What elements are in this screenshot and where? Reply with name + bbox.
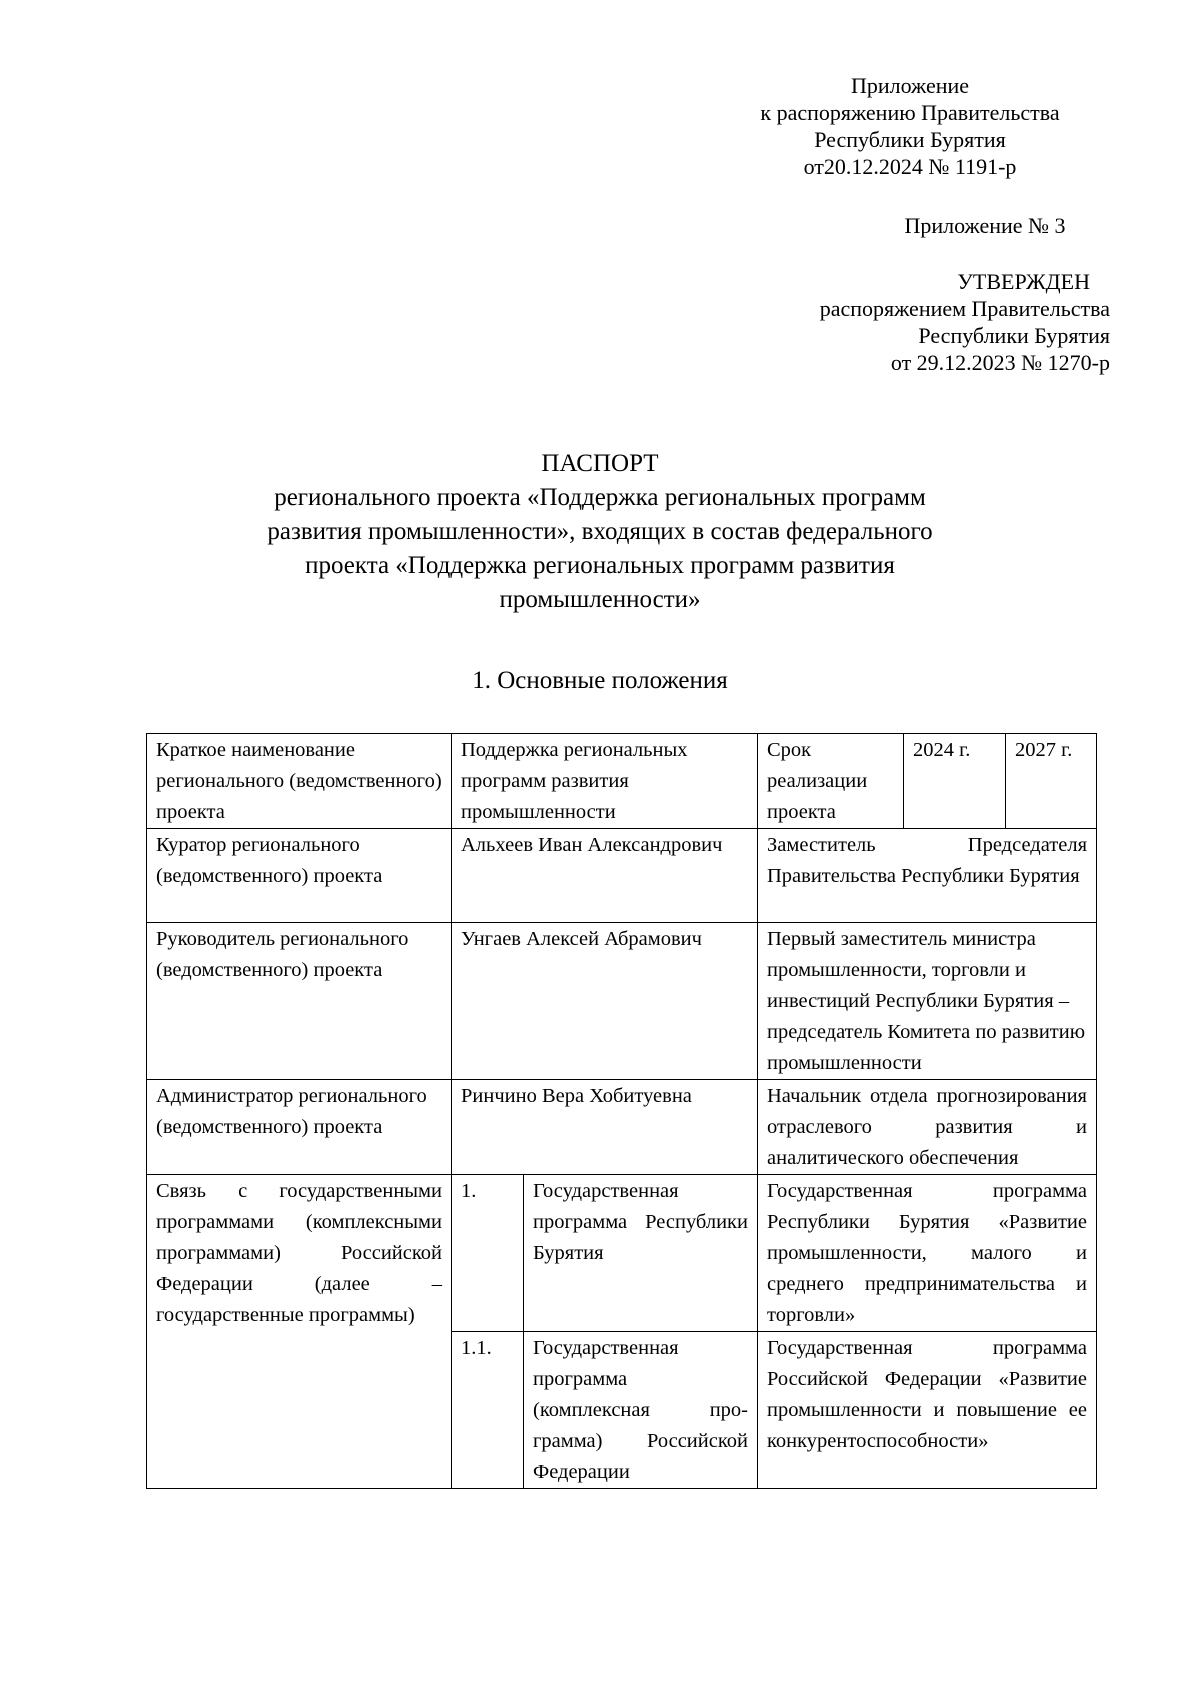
title-line: регионального проекта «Поддержка региональных программ	[274, 484, 926, 511]
appendix-number-block	[880, 212, 1090, 239]
short-name-value: Поддержка региональных программ развития промышленности	[452, 734, 758, 829]
republic-label: Республики Бурятия	[814, 127, 1006, 152]
program-name: Государственная программа Российской Федерации «Развитие промышленности и повышение ее конкурентоспособности»	[758, 1332, 1097, 1489]
term-start: 2024 г.	[904, 734, 1006, 829]
table-row	[147, 734, 1097, 829]
program-number: 1.	[452, 1175, 524, 1332]
table-row	[147, 829, 1097, 923]
table-row	[147, 1080, 1097, 1175]
head-name: Унгаев Алексей Абрамович	[452, 923, 758, 1080]
appendix-number: Приложение № 3	[904, 213, 1066, 238]
program-type: Государственная программа (комплексная программа) Российской Федерации	[524, 1332, 758, 1489]
title-heading: ПАСПОРТ	[541, 450, 659, 477]
approval-block	[740, 268, 1110, 376]
short-name-label: Краткое наименование регионального (ведомственного) проекта	[147, 734, 452, 829]
program-number: 1.1.	[452, 1332, 524, 1489]
term-end: 2027 г.	[1006, 734, 1097, 829]
approved-label: УТВЕРЖДЕН	[957, 269, 1090, 294]
title-line: развития промышленности», входящих в состав федерального	[267, 518, 933, 545]
table-row	[147, 923, 1097, 1080]
table-row	[147, 1175, 1097, 1332]
appendix-label: Приложение	[850, 73, 970, 98]
order-reference: от20.12.2024 № 1191-р	[803, 154, 1017, 179]
appendix-header	[720, 72, 1100, 180]
administrator-label: Администратор регионального (ведомственного) проекта	[147, 1080, 452, 1175]
title-line: промышленности»	[499, 586, 701, 613]
curator-position: Заместитель Председателя Правительства Республики Бурятия	[758, 829, 1097, 923]
section-title: 1. Основные положения	[472, 667, 728, 694]
approved-republic-label: Республики Бурятия	[918, 323, 1110, 348]
approved-reference: от 29.12.2023 № 1270-р	[890, 350, 1110, 375]
programs-link-label: Связь с государственными программами (комплексными программами) Российской Федерации (далее – государственные программы)	[147, 1175, 452, 1489]
document-title	[150, 447, 1050, 617]
curator-name: Альхеев Иван Александрович	[452, 829, 758, 923]
program-name: Государственная программа Республики Бурятия «Развитие промышленности, малого и среднего предпринимательства и торговли»	[758, 1175, 1097, 1332]
head-position: Первый заместитель министра промышленности, торговли и инвестиций Республики Бурятия – председатель Комитета по развитию промышленности	[758, 923, 1097, 1080]
program-type: Государственная программа Республики Бурятия	[524, 1175, 758, 1332]
approved-by-label: распоряжением Правительства	[819, 296, 1110, 321]
to-order-label: к распоряжению Правительства	[760, 100, 1060, 125]
administrator-position: Начальник отдела прогнозирования отраслевого развития и аналитического обеспечения	[758, 1080, 1097, 1175]
term-label: Срок реализации проекта	[758, 734, 904, 829]
passport-table	[146, 733, 1097, 1489]
curator-label: Куратор регионального (ведомственного) проекта	[147, 829, 452, 923]
title-line: проекта «Поддержка региональных программ развития	[305, 552, 895, 579]
head-label: Руководитель регионального (ведомственного) проекта	[147, 923, 452, 1080]
administrator-name: Ринчино Вера Хобитуевна	[452, 1080, 758, 1175]
